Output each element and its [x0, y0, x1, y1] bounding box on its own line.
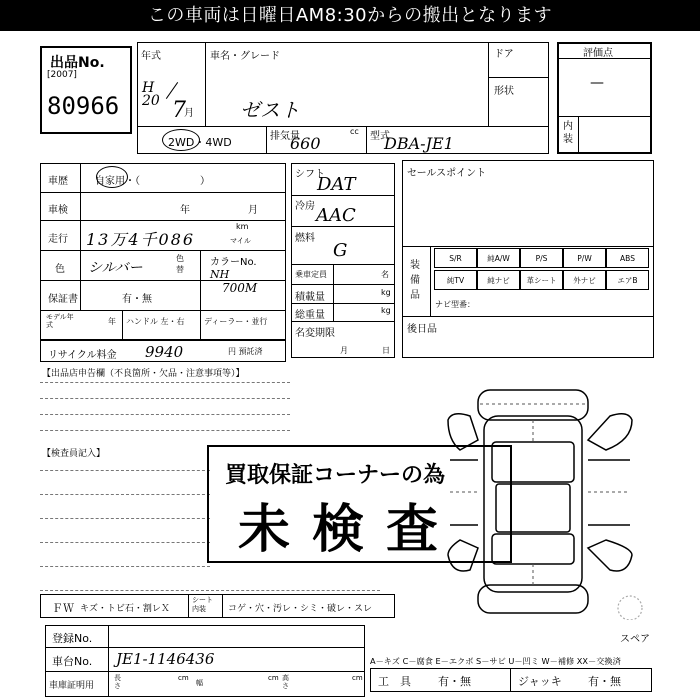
lot-number: 80966	[47, 92, 120, 120]
history-box	[40, 163, 286, 340]
notice-banner: この車両は日曜日AM8:30からの搬出となります	[0, 0, 700, 31]
type-label: 型式	[370, 131, 390, 142]
color-no-value1: NH	[210, 268, 230, 281]
displacement-unit: cc	[350, 127, 359, 136]
equipment-item: 外ナビ	[563, 270, 606, 290]
lot-label: 出品No.	[50, 55, 105, 71]
equipment-item: 純A/W	[477, 248, 520, 268]
color-value: シルバー	[88, 260, 143, 276]
equipment-item: 革シート	[520, 270, 563, 290]
mileage-label: 走行	[48, 234, 68, 245]
mileage-value: 13万4千086	[86, 230, 196, 249]
lot-year-tag: [2007]	[47, 70, 77, 80]
dealer-notes-label: 【出品店申告欄（不良箇所・欠品・注意事項等）】	[42, 369, 245, 379]
color-no-label: カラーNo.	[210, 257, 257, 268]
displacement-label: 排気量	[270, 131, 300, 142]
door-label: ドア	[494, 49, 514, 60]
ac-value: AAC	[316, 205, 356, 226]
aftermarket-label: 後日品	[407, 324, 437, 335]
history-value: 自家用・（ ）	[95, 176, 210, 187]
equipment-item: P/W	[563, 248, 606, 268]
inspector-label: 【検査員記入】	[42, 449, 106, 459]
spare-label: スペア	[620, 634, 650, 645]
shape-label: 形状	[494, 86, 514, 97]
interior-label: 内装	[563, 121, 573, 145]
drive-circle	[162, 129, 200, 151]
history-label: 車歴	[48, 176, 68, 187]
chassis-value: JE1-1146436	[116, 650, 215, 668]
equipment-item: 純TV	[434, 270, 477, 290]
recycle-label: リサイクル料金	[48, 350, 117, 361]
equipment-item: P/S	[520, 248, 563, 268]
model-value: ゼスト	[240, 98, 300, 122]
inspection-label: 車検	[48, 205, 68, 216]
damage-legend: A－キズ C－腐食 E－エクボ S－サビ U－凹ミ W－補修 XX－交換済	[370, 656, 621, 666]
equipment-item: ABS	[606, 248, 649, 268]
model-label: 車名・グレード	[210, 51, 280, 62]
rating-value: —	[590, 75, 604, 91]
shift-value: DAT	[317, 174, 356, 195]
equipment-item: S/R	[434, 248, 477, 268]
equipment-label: 装備品	[410, 260, 420, 301]
recycle-value: 9940	[145, 343, 184, 361]
private-use-circle	[96, 166, 128, 188]
type-value: DBA-JE1	[384, 134, 454, 153]
year-label: 年式	[141, 51, 161, 62]
warranty-value: 有・無	[122, 294, 152, 305]
year-value: 20	[142, 93, 160, 109]
equipment-item: 純ナビ	[477, 270, 520, 290]
displacement-value: 660	[290, 134, 321, 153]
month-value: 7	[172, 98, 186, 123]
color-no-value2: 700M	[222, 281, 258, 295]
warranty-label: 保証書	[48, 294, 78, 305]
stamp-line1: 買取保証コーナーの為	[225, 463, 446, 488]
equipment-item: エアB	[606, 270, 649, 290]
year-era: H	[142, 80, 155, 96]
rating-label: 評価点	[583, 48, 613, 59]
stamp-line2: 未検査	[238, 500, 461, 560]
color-label: 色	[55, 264, 65, 275]
sales-point-label: セールスポイント	[407, 168, 487, 179]
fuel-value: G	[333, 240, 348, 261]
drive-label: 2WD・4WD	[168, 136, 232, 149]
